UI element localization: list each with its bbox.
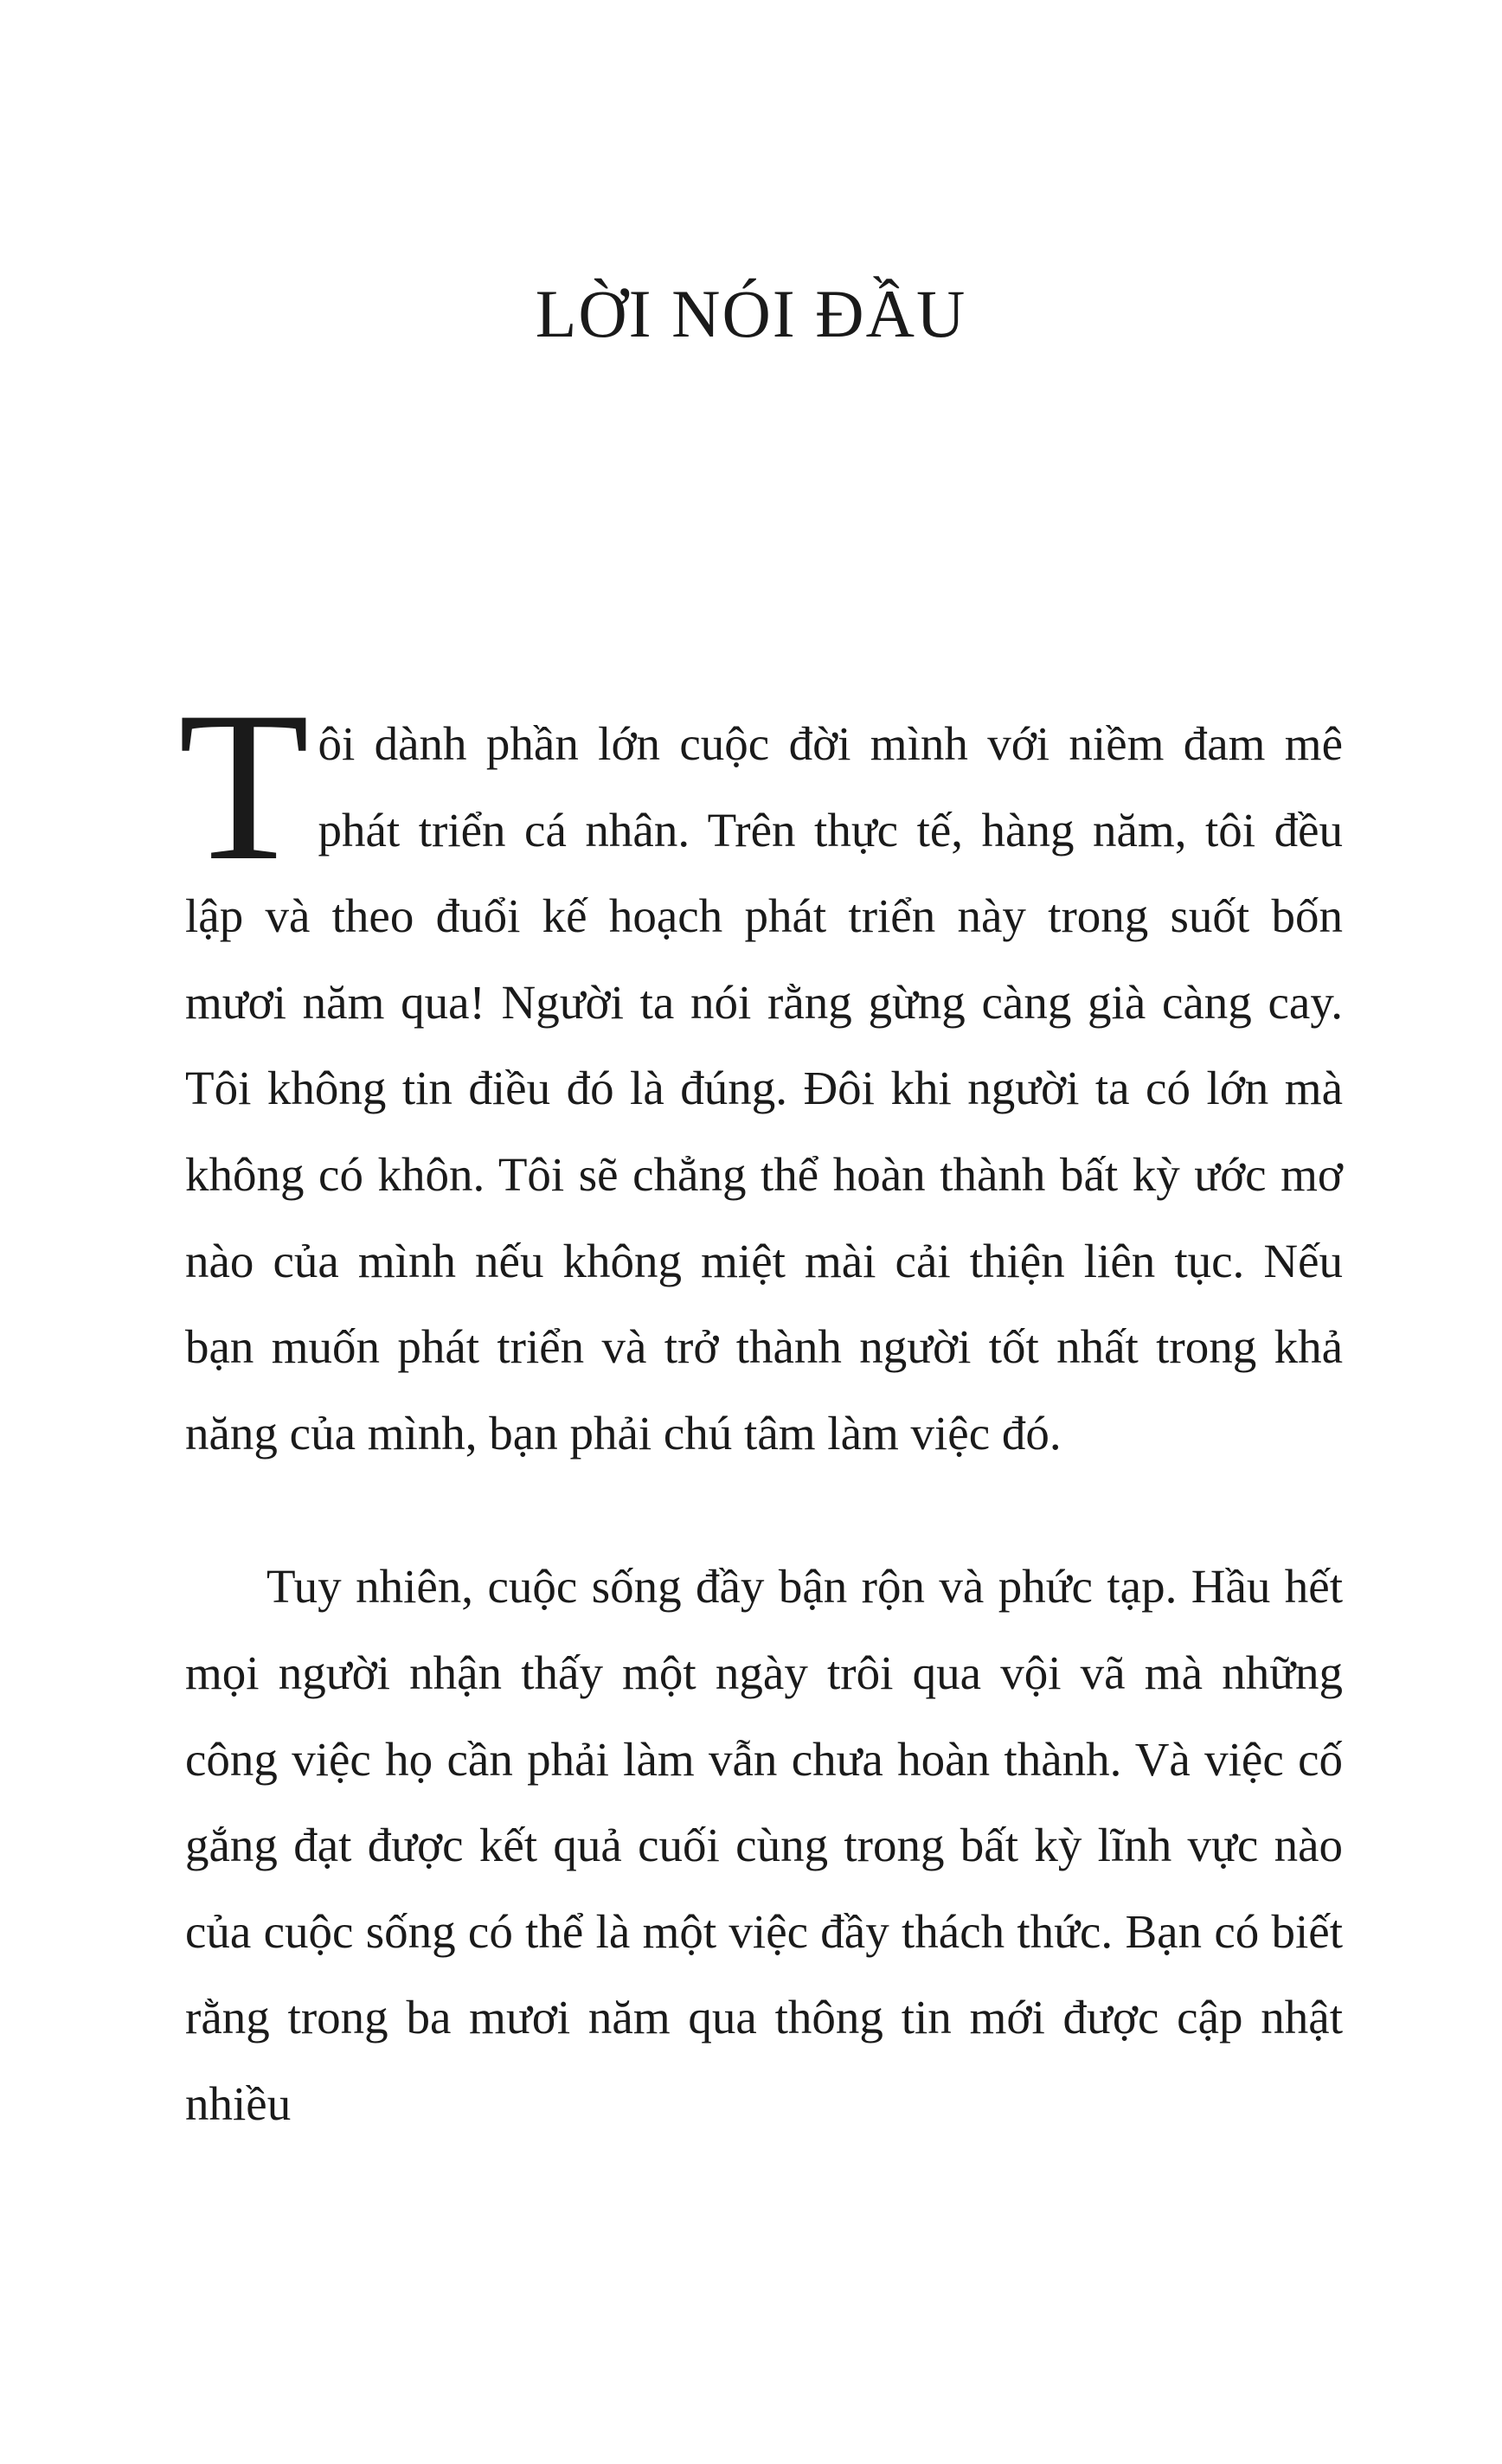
- paragraph-1: [178, 667, 1343, 1476]
- drop-cap: T: [178, 667, 310, 905]
- paragraph-1-text: ôi dành phần lớn cuộc đời mình với niềm đam mê phát triển cá nhân. Trên thực tế, hàng năm, tôi đều lập và theo đuổi kế hoạch phát triển này trong suốt bốn mươi năm qua! Người ta nói rằng gừng càng già càng cay. Tôi không tin điều đó là đúng. Đôi khi người ta có lớn mà không có khôn. Tôi sẽ chẳng thể hoàn thành bất kỳ ước mơ nào của mình nếu không miệt mài cải thiện liên tục. Nếu bạn muốn phát triển và trở thành người tốt nhất trong khả năng của mình, bạn phải chú tâm làm việc đó.: [185, 717, 1343, 1460]
- body-text: [178, 667, 1343, 2147]
- paragraph-2: Tuy nhiên, cuộc sống đầy bận rộn và phức tạp. Hầu hết mọi người nhận thấy một ngày trôi qua vội vã mà những công việc họ cần phải làm vẫn chưa hoàn thành. Và việc cố gắng đạt được kết quả cuối cùng trong bất kỳ lĩnh vực nào của cuộc sống có thể là một việc đầy thách thức. Bạn có biết rằng trong ba mươi năm qua thông tin mới được cập nhật nhiều: [185, 1560, 1343, 2130]
- page-title: LỜI NÓI ĐẦU: [535, 276, 967, 351]
